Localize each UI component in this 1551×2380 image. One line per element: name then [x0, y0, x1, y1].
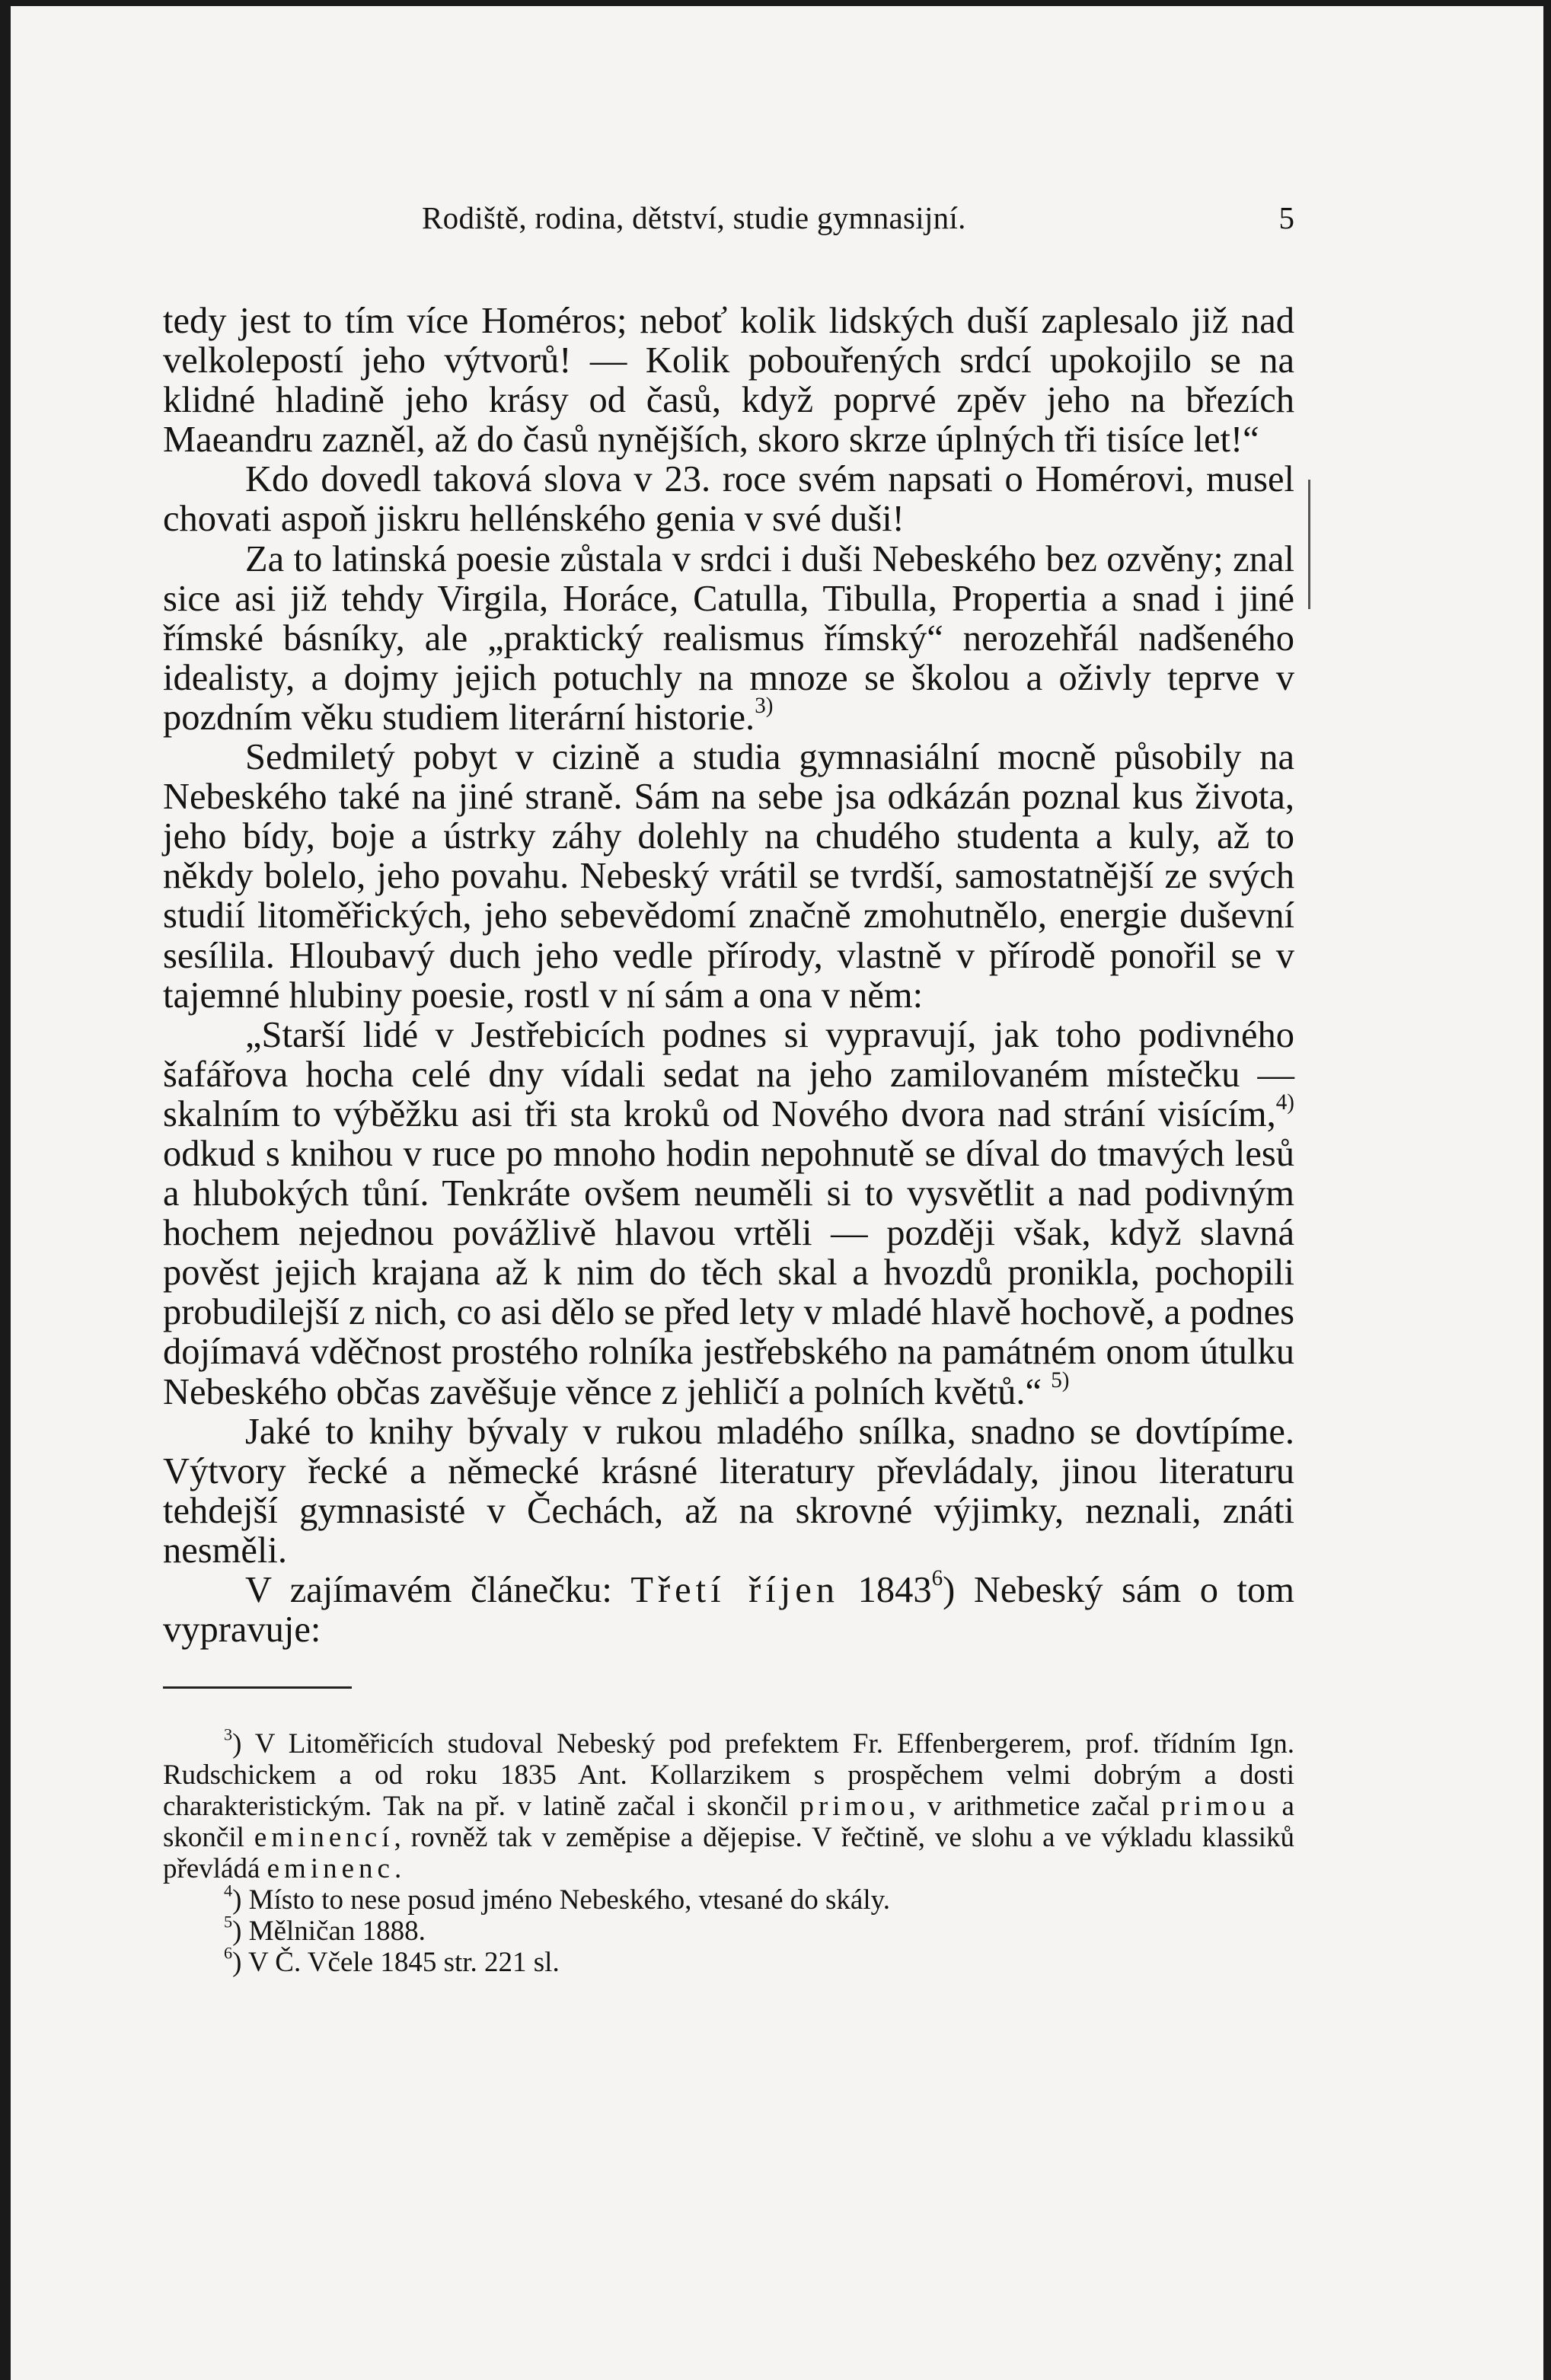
paragraph-4: Sedmiletý pobyt v cizině a studia gymnasiální mocně působily na Nebeského také na jiné straně. Sám na sebe jsa odkázán poznal kus života, jeho bídy, boje a ústrky záhy dolehly na chudého studenta a kuly, až to někdy bolelo, jeho povahu. Nebeský vrátil se tvrdší, samostatnější ze svých studií litoměřických, jeho sebevědomí značně zmohutnělo, energie duševní sesílila. Hloubavý duch jeho vedle přírody, vlastně v přírodě ponořil se v tajemné hlubiny poesie, rostl v ní sám a ona v něm: — [163, 737, 1294, 1016]
paragraph-1: tedy jest to tím více Homéros; neboť kolik lidských duší zaplesalo již nad velkolepostí jeho výtvorů! — Kolik pobouřených srdcí upokojilo se na klidné hladině jeho krásy od časů, když poprvé zpěv jeho na březích Maeandru zazněl, až do časů nynějších, skoro skrze úplných tři tisíce let!“ — [163, 301, 1294, 461]
footnote-ref-3: 3) — [755, 694, 774, 719]
paragraph-6: Jaké to knihy bývaly v rukou mladého snílka, snadno se dovtípíme. Výtvory řecké a německé krásné literatury převládaly, jinou literaturu tehdejší gymnasisté v Čechách, až na skrovné výjimky, neznali, znáti nesměli. — [163, 1411, 1294, 1571]
body-text — [163, 301, 1294, 1650]
footnote-5: $^5$) Mělničan 1888. — [224, 1912, 426, 1948]
footnotes — [163, 1724, 1294, 1979]
footnote-6: $^6$) V Č. Včele 1845 str. 221 sl. — [224, 1943, 560, 1979]
scan-edge-left — [0, 0, 11, 2380]
margin-pencil-mark — [1308, 480, 1310, 609]
footnote-4: $^4$) Místo to nese posud jméno Nebeského, vtesané do skály. — [224, 1881, 890, 1916]
paragraph-3-text: Za to latinská poesie zůstala v srdci i duši Nebeského bez ozvěny; znal sice asi již tehdy Virgila, Horáce, Catulla, Tibulla, Propertia a snad i jiné římské básníky, ale „praktický realismus římský“ nerozehřál nadšeného idealisty, a dojmy jejich potuchly na mnoze se školou a oživly teprve v pozdním věku studiem literární historie. — [163, 538, 1294, 738]
footnote-rule — [163, 1686, 352, 1689]
paragraph-5-quote — [163, 1016, 1294, 1412]
paragraph-2: Kdo dovedl taková slova v 23. roce svém napsati o Homérovi, musel chovati aspoň jiskru hellénského genia v své duši! — [163, 459, 1294, 540]
book-page — [163, 199, 1294, 1978]
article-title: Třetí říjen — [630, 1570, 840, 1610]
footnote-ref-4: 4) — [1275, 1090, 1294, 1115]
scan-edge-top — [0, 0, 1551, 6]
quote-text-a: „Starší lidé v Jestřebicích podnes si vypravují, jak toho podivného šafářova hocha celé dny vídali sedat na jeho zamilovaném místečku — skalním to výběžku asi tři sta kroků od Nového dvora nad strání visícím, — [163, 1014, 1294, 1134]
quote-text-b: odkud s knihou v ruce po mnoho hodin nepohnutě se díval do tmavých lesů a hlubokých tůní. Tenkráte ovšem neuměli si to vysvětlit a nad podivným hochem nejednou povážlivě hlavou vrtěli — později však, když slavná pověst jejich krajana až k nim do těch skal a hvozdů pronikla, pochopili probudilejší z nich, co asi dělo se před lety v mladé hlavě hochově, a podnes dojímavá vděčnost prostého rolníka jestřebského na památném onom útulku Nebeského občas zavěšuje věnce z jehličí a polních květů.“ — [163, 1133, 1294, 1412]
paragraph-3 — [163, 540, 1294, 738]
footnote-3: $^3$) V Litoměřicích studoval Nebeský pod prefektem Fr. Effenbergerem, prof. třídním Ign. Rudschickem a od roku 1835 Ant. Kollarzikem s prospěchem velmi dobrým a dosti charakteristickým. Tak na př. v latině začal i skončil primou, v arithmetice začal primou a skončil eminencí, rovněž tak v zeměpise a dějepise. V řečtině, ve slohu a ve výkladu klassiků převládá eminenc. — [163, 1724, 1294, 1885]
running-title: Rodiště, rodina, dětství, studie gymnasijní. — [422, 200, 966, 235]
scan-edge-right — [1543, 0, 1551, 2380]
footnote-ref-6: 6 — [931, 1566, 943, 1591]
running-head — [163, 199, 1294, 245]
page-number: 5 — [1278, 200, 1294, 235]
paragraph-7: V zajímavém článečku: Třetí říjen 1843$^6$) Nebeský sám o tom vypravuje: — [163, 1566, 1295, 1651]
footnote-ref-5: 5) — [1051, 1367, 1070, 1393]
